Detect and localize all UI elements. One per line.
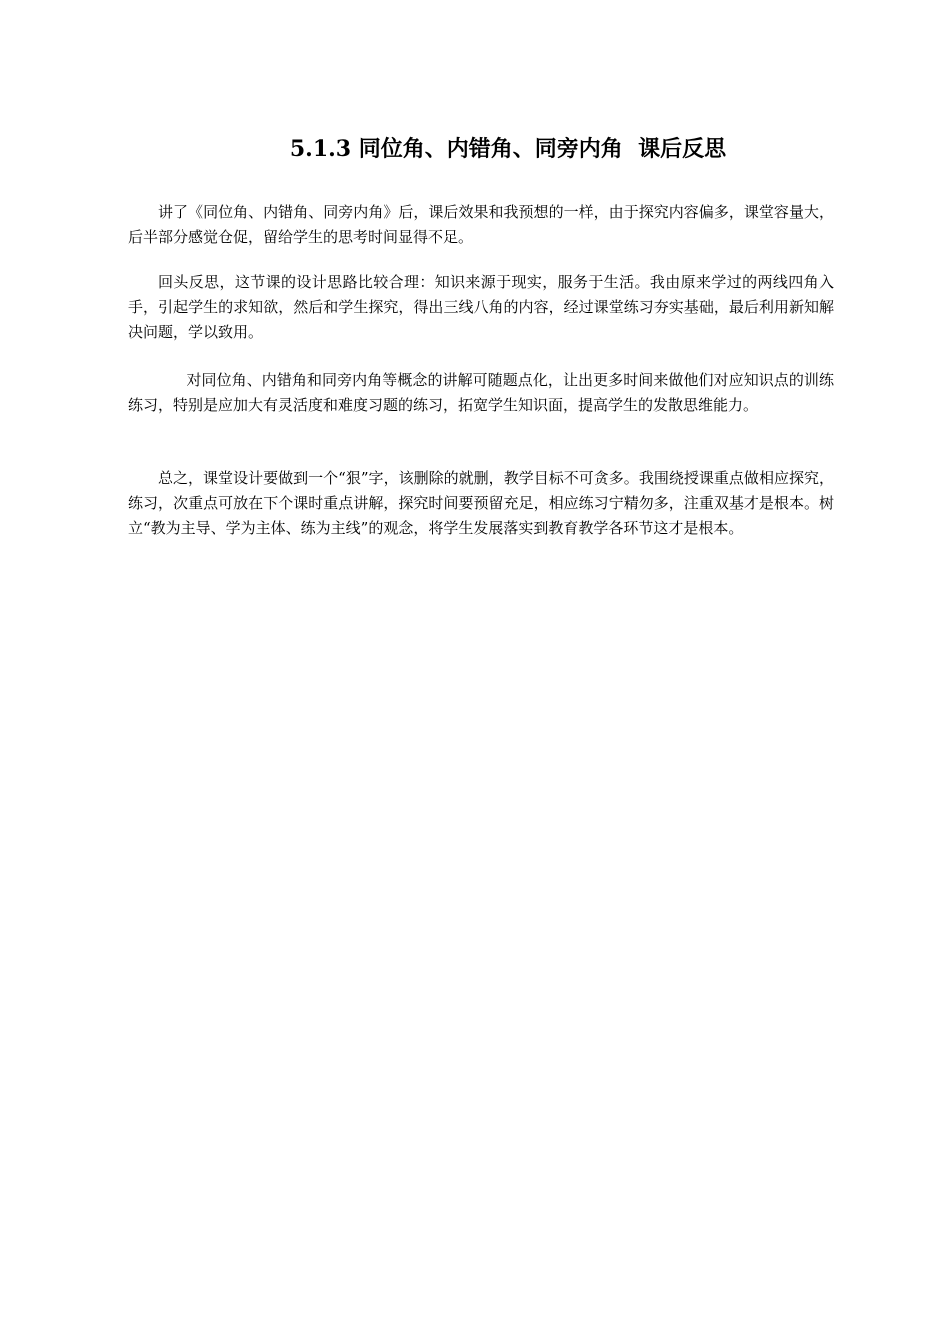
paragraph-1: 讲了《同位角、内错角、同旁内角》后，课后效果和我预想的一样，由于探究内容偏多，课堂容量大，后半部分感觉仓促，留给学生的思考时间显得不足。 <box>128 203 834 246</box>
paragraph-4: 总之，课堂设计要做到一个“狠”字，该删除的就删，教学目标不可贪多。我围绕授课重点做相应探究，练习，次重点可放在下个课时重点讲解，探究时间要预留充足，相应练习宁精勿多，注重双基才是根本。树立“教为主导、学为主体、练为主线”的观念，将学生发展落实到教育教学各环节这才是根本。 <box>128 469 834 537</box>
document-title: 5.1.3 同位角、内错角、同旁内角 课后反思 <box>289 136 727 162</box>
paragraph-3: 对同位角、内错角和同旁内角等概念的讲解可随题点化，让出更多时间来做他们对应知识点的训练练习，特别是应加大有灵活度和难度习题的练习，拓宽学生知识面，提高学生的发散思维能力。 <box>128 371 834 414</box>
paragraph-2: 回头反思，这节课的设计思路比较合理：知识来源于现实，服务于生活。我由原来学过的两线四角入手，引起学生的求知欲，然后和学生探究，得出三线八角的内容，经过课堂练习夯实基础，最后利用新知解决问题，学以致用。 <box>128 273 834 341</box>
